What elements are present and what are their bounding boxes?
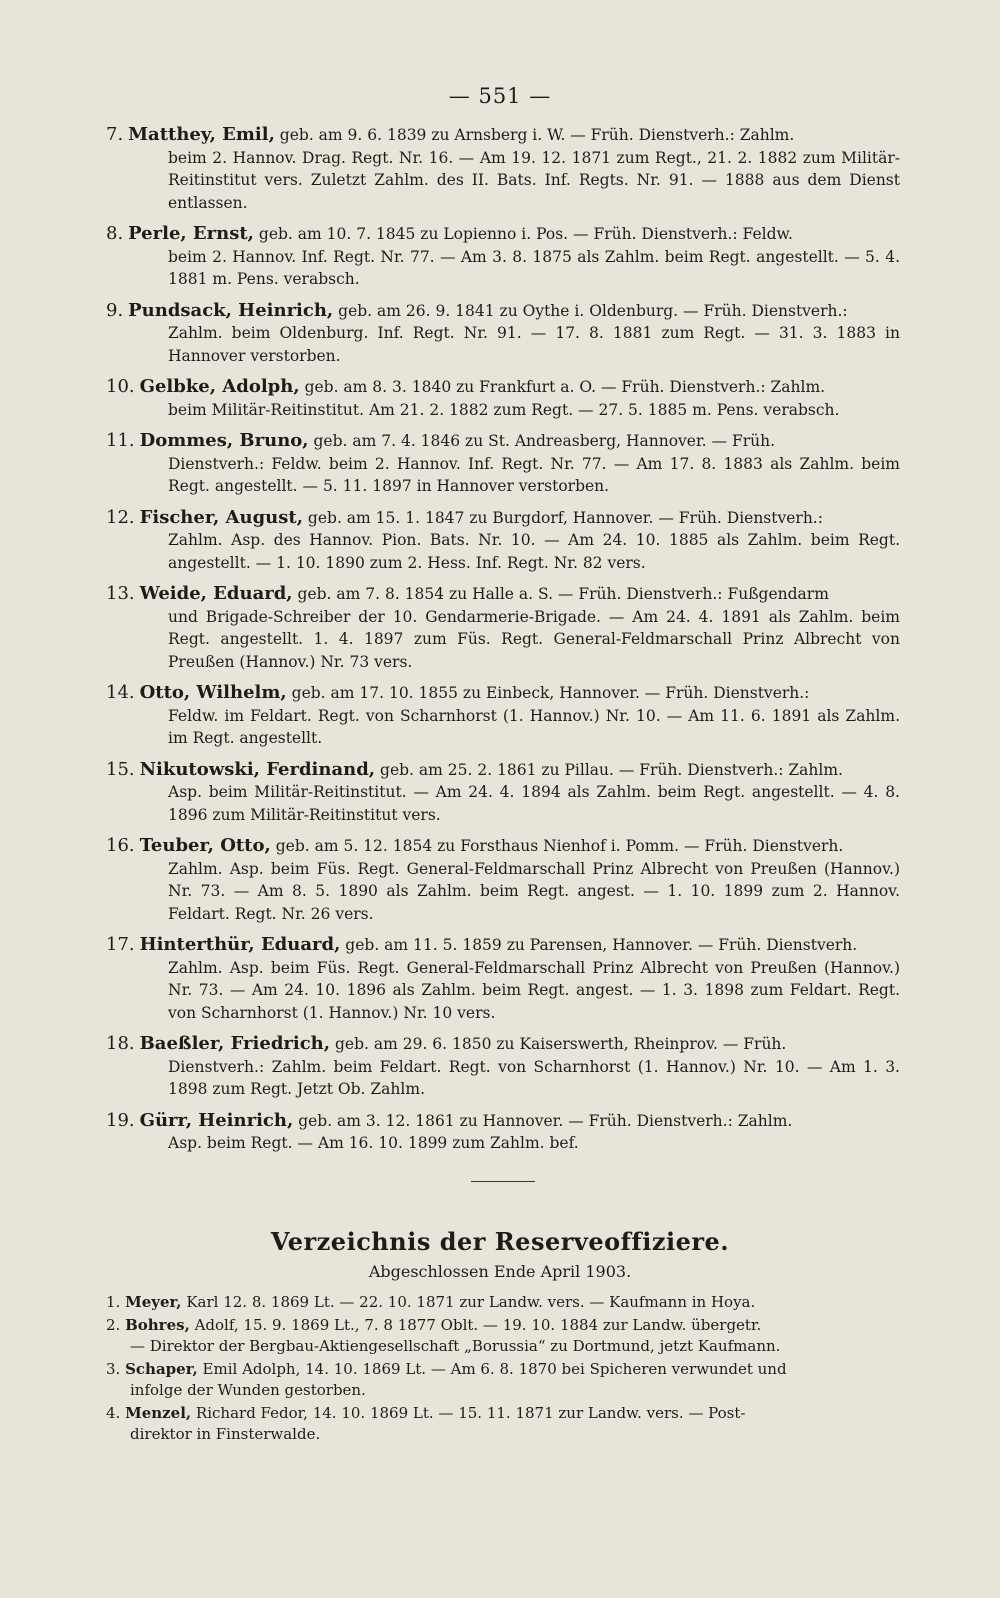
entry-first-line bbox=[106, 1292, 900, 1314]
reserve-entry bbox=[106, 1359, 900, 1402]
entry-continuation: Asp. beim Regt. — Am 16. 10. 1899 zum Zahlm. bef. bbox=[168, 1134, 579, 1152]
entry-continuation: — Direktor der Bergbau-Aktiengesellschaft „Borussia“ zu Dortmund, jetzt Kaufmann. bbox=[130, 1337, 781, 1355]
entry-number: 9. bbox=[106, 299, 124, 321]
entry-continuation: Zahlm. Asp. des Hannov. Pion. Bats. Nr. 10. — Am 24. 10. 1885 als Zahlm. beim Regt. angestellt. — 1. 10. 1890 zum 2. Hess. Inf. Regt. Nr. 82 vers. bbox=[168, 531, 900, 572]
entry-continuation: beim 2. Hannov. Inf. Regt. Nr. 77. — Am 3. 8. 1875 als Zahlm. beim Regt. angestellt. — 5. 4. 1881 m. Pens. verabsch. bbox=[168, 247, 900, 288]
entry-number: 4. bbox=[106, 1403, 121, 1422]
entry-first-line bbox=[106, 376, 900, 399]
entry-number: 8. bbox=[106, 223, 124, 244]
entry-text: geb. am 15. 1. 1847 zu Burgdorf, Hannover. — Früh. Dienstverh.: bbox=[307, 508, 823, 527]
entry-first-line bbox=[106, 583, 900, 606]
officer-entry bbox=[106, 507, 900, 575]
entry-continuation: Dienstverh.: Zahlm. beim Feldart. Regt. von Scharnhorst (1. Hannov.) Nr. 10. — Am 1. 3. 1898 zum Regt. Jetzt Ob. Zahlm. bbox=[168, 1057, 900, 1098]
entry-text: Richard Fedor, 14. 10. 1869 Lt. — 15. 11. 1871 zur Landw. vers. — Post- bbox=[195, 1403, 746, 1422]
entry-first-line bbox=[106, 835, 900, 858]
officer-entry bbox=[106, 835, 900, 925]
entry-first-line bbox=[106, 1315, 900, 1337]
officer-entry bbox=[106, 583, 900, 673]
entry-name: Meyer, bbox=[125, 1293, 182, 1311]
entry-name: Hinterthür, Eduard, bbox=[139, 934, 341, 955]
entry-continuation: beim Militär-Reitinstitut. Am 21. 2. 1882 zum Regt. — 27. 5. 1885 m. Pens. verabsch. bbox=[168, 400, 840, 419]
entry-continuation: Asp. beim Militär-Reitinstitut. — Am 24. 4. 1894 als Zahlm. beim Regt. angestellt. — 4. 8. 1896 zum Militär-Reitinstitut vers. bbox=[168, 783, 900, 824]
entry-text: Karl 12. 8. 1869 Lt. — 22. 10. 1871 zur Landw. vers. — Kaufmann in Hoya. bbox=[186, 1293, 756, 1311]
entry-text: geb. am 17. 10. 1855 zu Einbeck, Hannover. — Früh. Dienstverh.: bbox=[291, 684, 810, 702]
page-number: — 551 — bbox=[448, 84, 552, 108]
entry-text: geb. am 11. 5. 1859 zu Parensen, Hannover. — Früh. Dienstverh. bbox=[345, 936, 858, 954]
reserve-entry bbox=[106, 1403, 900, 1446]
entry-number: 17. bbox=[106, 934, 135, 955]
entry-text: geb. am 26. 9. 1841 zu Oythe i. Oldenburg. — Früh. Dienstverh.: bbox=[338, 301, 848, 320]
entry-first-line bbox=[106, 223, 900, 246]
entry-number: 3. bbox=[106, 1359, 121, 1378]
entry-continuation: infolge der Wunden gestorben. bbox=[130, 1381, 366, 1399]
entry-first-line bbox=[106, 934, 900, 957]
entry-text: geb. am 29. 6. 1850 zu Kaiserswerth, Rheinprov. — Früh. bbox=[334, 1035, 787, 1053]
entry-number: 11. bbox=[106, 430, 135, 451]
entry-continuation: Dienstverh.: Feldw. beim 2. Hannov. Inf. Regt. Nr. 77. — Am 17. 8. 1883 als Zahlm. beim Regt. angestellt. — 5. 11. 1897 in Hannover verstorben. bbox=[168, 454, 900, 495]
reserve-entry bbox=[106, 1292, 900, 1314]
officer-entry bbox=[106, 300, 900, 368]
officer-entry bbox=[106, 934, 900, 1024]
entry-name: Otto, Wilhelm, bbox=[139, 682, 287, 703]
entry-continuation: beim 2. Hannov. Drag. Regt. Nr. 16. — Am 19. 12. 1871 zum Regt., 21. 2. 1882 zum Militär-Reitinstitut vers. Zuletzt Zahlm. des II. Bats. Inf. Regts. Nr. 91. — 1888 aus dem Dienst entlassen. bbox=[168, 148, 900, 212]
officer-entry bbox=[106, 430, 900, 498]
entry-continuation: Zahlm. Asp. beim Füs. Regt. General-Feldmarschall Prinz Albrecht von Preußen (Hannov.) Nr. 73. — Am 8. 5. 1890 als Zahlm. beim Regt. angest. — 1. 10. 1899 zum 2. Hannov. Feldart. Regt. Nr. 26 vers. bbox=[168, 859, 900, 923]
entry-number: 16. bbox=[106, 835, 135, 856]
officer-entry bbox=[106, 124, 900, 214]
entry-text: geb. am 7. 8. 1854 zu Halle a. S. — Früh. Dienstverh.: Fußgendarm bbox=[297, 585, 829, 603]
entry-first-line bbox=[106, 759, 900, 782]
entry-text: geb. am 10. 7. 1845 zu Lopienno i. Pos. — Früh. Dienstverh.: Feldw. bbox=[258, 225, 793, 243]
entry-text: geb. am 25. 2. 1861 zu Pillau. — Früh. Dienstverh.: Zahlm. bbox=[380, 760, 843, 779]
entry-text: geb. am 5. 12. 1854 zu Forsthaus Nienhof i. Pomm. — Früh. Dienstverh. bbox=[275, 837, 844, 855]
entry-text: geb. am 7. 4. 1846 zu St. Andreasberg, Hannover. — Früh. bbox=[313, 432, 776, 450]
entry-number: 10. bbox=[106, 376, 135, 397]
entry-name: Perle, Ernst, bbox=[128, 223, 254, 244]
officer-entry bbox=[106, 1110, 900, 1155]
entry-name: Schaper, bbox=[125, 1359, 198, 1378]
entry-name: Nikutowski, Ferdinand, bbox=[139, 758, 376, 780]
entry-continuation: direktor in Finsterwalde. bbox=[130, 1425, 321, 1443]
entry-first-line bbox=[106, 507, 900, 530]
officer-entry bbox=[106, 1033, 900, 1101]
officer-entry bbox=[106, 682, 900, 750]
entry-first-line bbox=[106, 300, 900, 323]
entry-continuation: Zahlm. Asp. beim Füs. Regt. General-Feldmarschall Prinz Albrecht von Preußen (Hannov.) Nr. 73. — Am 24. 10. 1896 als Zahlm. beim Regt. angest. — 1. 3. 1898 zum Feldart. Regt. von Scharnhorst (1. Hannov.) Nr. 10 vers. bbox=[168, 958, 900, 1022]
entry-text: geb. am 8. 3. 1840 zu Frankfurt a. O. — Früh. Dienstverh.: Zahlm. bbox=[304, 378, 826, 396]
section-title: Verzeichnis der Reserveoffiziere. bbox=[270, 1227, 730, 1256]
officer-entry bbox=[106, 759, 900, 827]
entry-first-line bbox=[106, 682, 900, 705]
entry-name: Gelbke, Adolph, bbox=[139, 376, 300, 397]
entry-number: 15. bbox=[106, 758, 135, 780]
entry-first-line bbox=[106, 1359, 900, 1381]
entry-name: Gürr, Heinrich, bbox=[139, 1109, 294, 1131]
entry-number: 18. bbox=[106, 1033, 135, 1054]
entry-name: Weide, Eduard, bbox=[139, 583, 293, 604]
reserve-entry bbox=[106, 1315, 900, 1358]
entry-name: Matthey, Emil, bbox=[128, 124, 275, 145]
entry-name: Dommes, Bruno, bbox=[139, 430, 309, 451]
entry-text: Emil Adolph, 14. 10. 1869 Lt. — Am 6. 8. 1870 bei Spicheren verwundet und bbox=[202, 1359, 787, 1378]
entry-first-line bbox=[106, 1033, 900, 1056]
section-divider bbox=[471, 1181, 535, 1182]
entry-first-line bbox=[106, 1110, 900, 1133]
officer-entry bbox=[106, 223, 900, 291]
officer-entry bbox=[106, 376, 900, 421]
entry-text: geb. am 9. 6. 1839 zu Arnsberg i. W. — Früh. Dienstverh.: Zahlm. bbox=[279, 126, 795, 144]
entry-name: Teuber, Otto, bbox=[139, 835, 271, 856]
entry-number: 7. bbox=[106, 124, 124, 145]
entry-name: Menzel, bbox=[125, 1403, 192, 1422]
entry-text: Adolf, 15. 9. 1869 Lt., 7. 8 1877 Oblt. — 19. 10. 1884 zur Landw. übergetr. bbox=[194, 1315, 762, 1334]
entry-name: Fischer, August, bbox=[139, 506, 303, 528]
entry-number: 12. bbox=[106, 506, 135, 528]
entry-name: Baeßler, Friedrich, bbox=[139, 1033, 331, 1054]
entry-name: Pundsack, Heinrich, bbox=[128, 299, 334, 321]
section-subtitle: Abgeschlossen Ende April 1903. bbox=[368, 1262, 632, 1281]
entry-first-line bbox=[106, 124, 900, 147]
entry-first-line bbox=[106, 430, 900, 453]
entry-continuation: Feldw. im Feldart. Regt. von Scharnhorst (1. Hannov.) Nr. 10. — Am 11. 6. 1891 als Zahlm. im Regt. angestellt. bbox=[168, 706, 900, 747]
entry-name: Bohres, bbox=[125, 1315, 190, 1334]
entry-continuation: und Brigade-Schreiber der 10. Gendarmerie-Brigade. — Am 24. 4. 1891 als Zahlm. beim Regt. angestellt. 1. 4. 1897 zum Füs. Regt. General-Feldmarschall Prinz Albrecht von Preußen (Hannov.) Nr. 73 vers. bbox=[168, 607, 900, 671]
entry-first-line bbox=[106, 1403, 900, 1425]
entry-text: geb. am 3. 12. 1861 zu Hannover. — Früh. Dienstverh.: Zahlm. bbox=[298, 1111, 793, 1130]
entry-number: 19. bbox=[106, 1109, 135, 1131]
reserve-officer-list bbox=[106, 1292, 900, 1447]
officer-list bbox=[106, 124, 900, 1164]
entry-continuation: Zahlm. beim Oldenburg. Inf. Regt. Nr. 91. — 17. 8. 1881 zum Regt. — 31. 3. 1883 in Hannover verstorben. bbox=[168, 324, 900, 365]
entry-number: 2. bbox=[106, 1315, 121, 1334]
entry-number: 1. bbox=[106, 1293, 121, 1311]
entry-number: 13. bbox=[106, 583, 135, 604]
entry-number: 14. bbox=[106, 682, 135, 703]
